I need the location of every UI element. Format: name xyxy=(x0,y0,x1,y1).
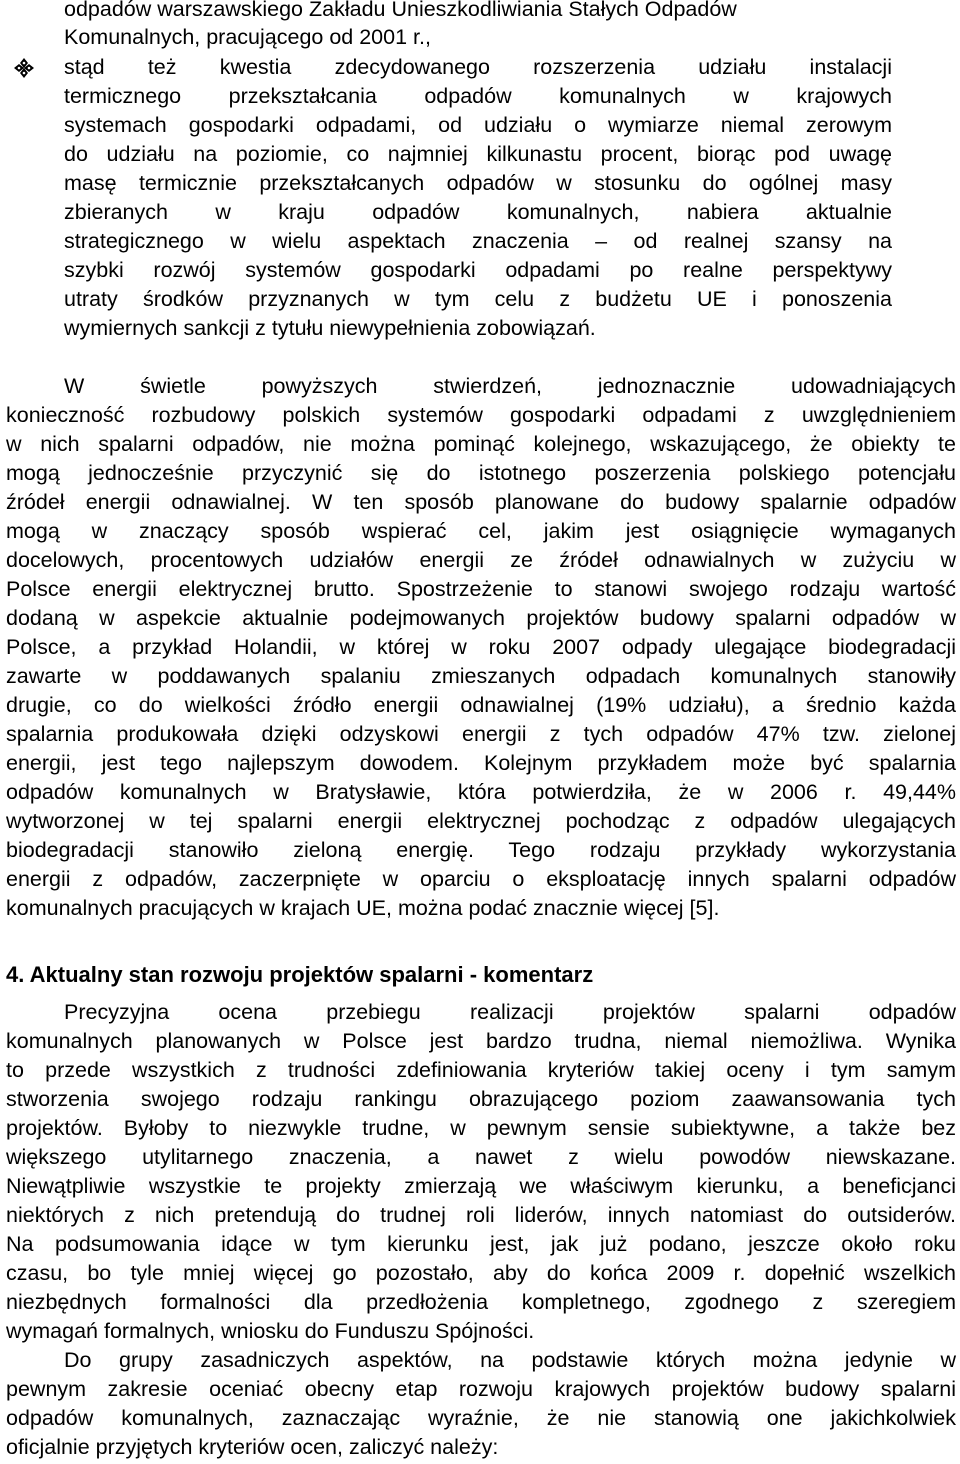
text-line: strategicznego w wielu aspektach znaczenia – od realnej szansy na xyxy=(64,229,892,253)
text-line: spalarnia produkowała dzięki odzyskowi energii z tych odpadów 47% tzw. zielonej xyxy=(6,722,956,746)
text-line: szybki rozwój systemów gospodarki odpadami po realne perspektywy xyxy=(64,258,892,282)
text-line: Komunalnych, pracującego od 2001 r., xyxy=(64,25,431,49)
text-line: niektórych z nich pretendują do trudnej roli liderów, innych natomiast do outsiderów. xyxy=(6,1203,956,1227)
text-line: zawarte w poddawanych spalaniu zmieszanych odpadach komunalnych stanowiły xyxy=(6,664,956,688)
text-line: Precyzyjna ocena przebiegu realizacji projektów spalarni odpadów xyxy=(64,1000,956,1024)
text-line: źródeł energii odnawialnej. W ten sposób planowane do budowy spalarnie odpadów xyxy=(6,490,956,514)
text-line: to przede wszystkich z trudności zdefiniowania kryteriów takiej oceny i tym samym xyxy=(6,1058,956,1082)
text-line: większego utylitarnego znaczenia, a nawet z wielu powodów niewskazane. xyxy=(6,1145,956,1169)
text-line: do udziału na poziomie, co najmniej kilkunastu procent, biorąc pod uwagę xyxy=(64,142,892,166)
text-line: projektów. Byłoby to niezwykle trudne, w pewnym sensie subiektywne, a także bez xyxy=(6,1116,956,1140)
text-line: Do grupy zasadniczych aspektów, na podstawie których można jedynie w xyxy=(64,1348,956,1372)
text-line: biodegradacji stanowiło zieloną energię. Tego rodzaju przykłady wykorzystania xyxy=(6,838,956,862)
text-line: Polsce energii elektrycznej brutto. Spostrzeżenie to stanowi swojego rodzaju wartość xyxy=(6,577,956,601)
text-line: czasu, bo tyle mniej więcej go pozostało, aby do końca 2009 r. dopełnić wszelkich xyxy=(6,1261,956,1285)
text-line: komunalnych pracujących w krajach UE, można podać znacznie więcej [5]. xyxy=(6,896,720,920)
text-line: oficjalnie przyjętych kryteriów ocen, zaliczyć należy: xyxy=(6,1435,499,1459)
text-line: mogą w znaczący sposób wspierać cel, jakim jest osiągnięcie wymaganych xyxy=(6,519,956,543)
diamond-bullet-icon xyxy=(8,52,40,84)
text-line: w nich spalarni odpadów, nie można pominąć kolejnego, wskazującego, że obiekty te xyxy=(6,432,956,456)
text-line: masę termicznie przekształcanych odpadów w stosunku do ogólnej masy xyxy=(64,171,892,195)
text-line: stworzenia swojego rodzaju rankingu obrazującego poziom zaawansowania tych xyxy=(6,1087,956,1111)
text-line: odpadów komunalnych, zaznaczając wyraźnie, że nie stanowią one jakichkolwiek xyxy=(6,1406,956,1430)
text-line: niezbędnych formalności dla przedłożenia kompletnego, zgodnego z szeregiem xyxy=(6,1290,956,1314)
text-line: komunalnych planowanych w Polsce jest bardzo trudna, niemal niemożliwa. Wynika xyxy=(6,1029,956,1053)
text-line: Niewątpliwie wszystkie te projekty zmierzają we właściwym kierunku, a beneficjanci xyxy=(6,1174,956,1198)
text-line: wymiernych sankcji z tytułu niewypełnienia zobowiązań. xyxy=(64,316,596,340)
text-line: odpadów komunalnych w Bratysławie, która potwierdziła, że w 2006 r. 49,44% xyxy=(6,780,956,804)
text-line: docelowych, procentowych udziałów energii ze źródeł odnawialnych w zużyciu w xyxy=(6,548,956,572)
text-line: systemach gospodarki odpadami, od udziału o wymiarze niemal zerowym xyxy=(64,113,892,137)
text-line: Na podsumowania idące w tym kierunku jest, jak już podano, jeszcze około roku xyxy=(6,1232,956,1256)
text-line: zbieranych w kraju odpadów komunalnych, nabiera aktualnie xyxy=(64,200,892,224)
text-line: energii z odpadów, zaczerpnięte w oparciu o eksploatację innych spalarni odpadów xyxy=(6,867,956,891)
text-line: drugie, co do wielkości źródło energii odnawialnej (19% udziału), a średnio każda xyxy=(6,693,956,717)
text-line: energii, jest tego najlepszym dowodem. Kolejnym przykładem może być spalarnia xyxy=(6,751,956,775)
text-line: W świetle powyższych stwierdzeń, jednoznacznie udowadniających xyxy=(64,374,956,398)
text-line: odpadów warszawskiego Zakładu Unieszkodliwiania Stałych Odpadów xyxy=(64,0,737,21)
section-heading: 4. Aktualny stan rozwoju projektów spalarni - komentarz xyxy=(6,962,594,987)
text-line: dodaną w aspekcie aktualnie podejmowanych projektów budowy spalarni odpadów w xyxy=(6,606,956,630)
text-line: konieczność rozbudowy polskich systemów gospodarki odpadami z uwzględnieniem xyxy=(6,403,956,427)
text-line: stąd też kwestia zdecydowanego rozszerzenia udziału instalacji xyxy=(64,55,892,79)
text-line: mogą jednocześnie przyczynić się do istotnego poszerzenia polskiego potencjału xyxy=(6,461,956,485)
text-line: termicznego przekształcania odpadów komunalnych w krajowych xyxy=(64,84,892,108)
text-line: wytworzonej w tej spalarni energii elektrycznej pochodząc z odpadów ulegających xyxy=(6,809,956,833)
text-line: pewnym zakresie oceniać obecny etap rozwoju krajowych projektów budowy spalarni xyxy=(6,1377,956,1401)
text-line: Polsce, a przykład Holandii, w której w roku 2007 odpady ulegające biodegradacji xyxy=(6,635,956,659)
text-line: wymagań formalnych, wniosku do Funduszu Spójności. xyxy=(6,1319,535,1343)
text-line: utraty środków przyznanych w tym celu z budżetu UE i ponoszenia xyxy=(64,287,892,311)
